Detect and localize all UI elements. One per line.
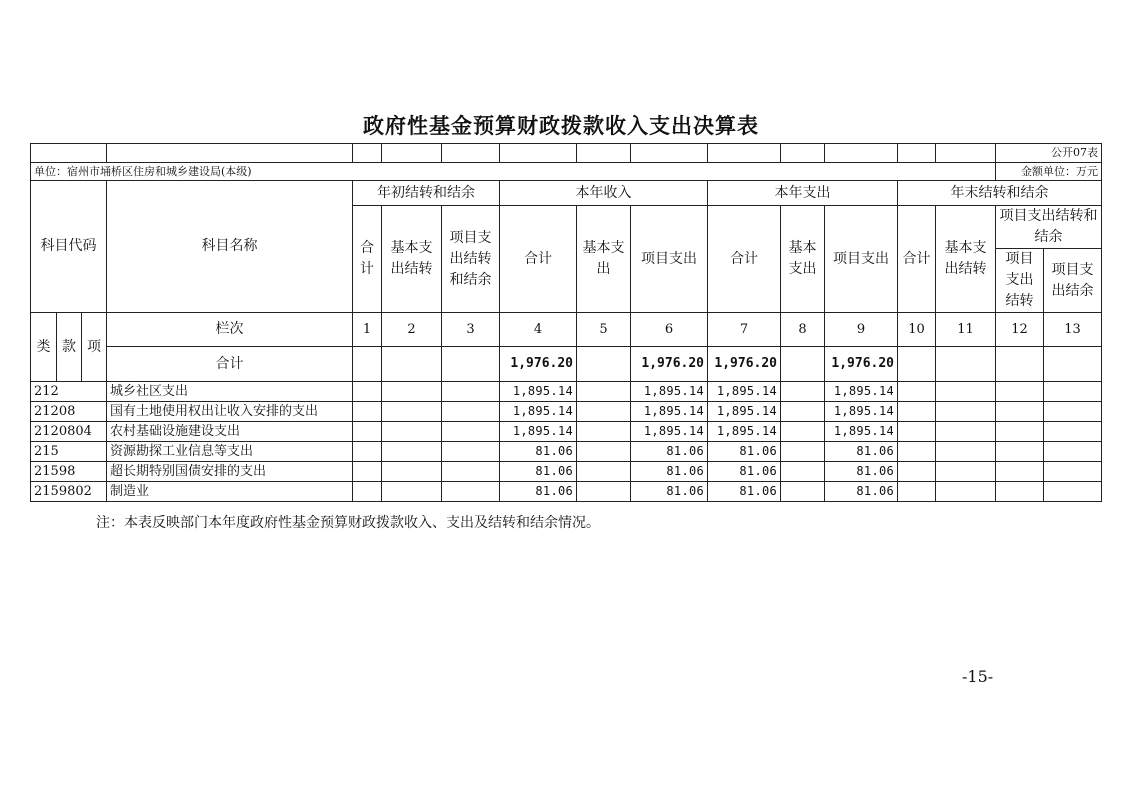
row-expense-project: 1,895.14 [825,402,898,422]
row-expense-project: 1,895.14 [825,422,898,442]
row-name: 超长期特别国债安排的支出 [107,462,353,482]
table-row [31,382,1102,402]
lanci-label: 栏次 [107,313,353,347]
row-name: 城乡社区支出 [107,382,353,402]
col-header-begin-project: 项目支出结转和结余 [442,206,500,313]
form-number: 公开07表 [996,144,1102,163]
total-label: 合计 [107,347,353,382]
col-header-end-project: 项目支出结转和结余 [996,206,1102,249]
row-name: 国有土地使用权出让收入安排的支出 [107,402,353,422]
col-header-end-total: 合计 [898,206,936,313]
col-header-name: 科目名称 [107,181,353,313]
kuan-label: 款 [57,313,82,382]
col-header-begin-total: 合计 [353,206,382,313]
xiang-label: 项 [82,313,107,382]
col-number: 12 [996,313,1044,347]
col-number: 5 [577,313,631,347]
row-name: 制造业 [107,482,353,502]
row-income-total: 81.06 [500,462,577,482]
col-header-begin-basic: 基本支出结转 [382,206,442,313]
col-header-income-basic: 基本支出 [577,206,631,313]
row-income-total: 1,895.14 [500,382,577,402]
row-code: 2159802 [31,482,107,502]
row-income-total: 81.06 [500,442,577,462]
row-name: 资源勘探工业信息等支出 [107,442,353,462]
total-expense-total: 1,976.20 [708,347,781,382]
col-number: 4 [500,313,577,347]
col-header-income-total: 合计 [500,206,577,313]
header-row-groups [31,181,1102,206]
column-number-row [31,313,1102,347]
page-title: 政府性基金预算财政拨款收入支出决算表 [363,114,759,138]
row-income-project: 81.06 [631,482,708,502]
total-row [31,347,1102,382]
budget-table [30,143,1102,502]
col-number: 2 [382,313,442,347]
row-expense-total: 1,895.14 [708,422,781,442]
row-income-project: 81.06 [631,462,708,482]
unit-label: 单位：宿州市埇桥区住房和城乡建设局(本级) [31,163,996,181]
col-header-expense-project: 项目支出 [825,206,898,313]
table-row [31,482,1102,502]
row-expense-total: 81.06 [708,482,781,502]
col-header-end-basic: 基本支出结转 [936,206,996,313]
row-name: 农村基础设施建设支出 [107,422,353,442]
col-number: 8 [781,313,825,347]
col-header-income-project: 项目支出 [631,206,708,313]
row-income-total: 81.06 [500,482,577,502]
row-income-total: 1,895.14 [500,402,577,422]
row-income-project: 81.06 [631,442,708,462]
col-header-end-project-carry: 项目支出结转 [996,249,1044,313]
row-expense-total: 1,895.14 [708,382,781,402]
table-row [31,422,1102,442]
row-code: 212 [31,382,107,402]
group-header-income: 本年收入 [500,181,708,206]
amount-unit-label: 金额单位：万元 [996,163,1102,181]
total-income-total: 1,976.20 [500,347,577,382]
row-income-total: 1,895.14 [500,422,577,442]
header-row-unit [31,163,1102,181]
row-expense-project: 81.06 [825,462,898,482]
row-code: 21598 [31,462,107,482]
col-header-expense-total: 合计 [708,206,781,313]
col-number: 9 [825,313,898,347]
row-expense-total: 81.06 [708,462,781,482]
col-number: 7 [708,313,781,347]
col-number: 10 [898,313,936,347]
row-expense-project: 81.06 [825,482,898,502]
col-number: 3 [442,313,500,347]
header-row-form-no [31,144,1102,163]
row-income-project: 1,895.14 [631,382,708,402]
row-code: 215 [31,442,107,462]
row-expense-total: 81.06 [708,442,781,462]
group-header-expense: 本年支出 [708,181,898,206]
row-expense-total: 1,895.14 [708,402,781,422]
total-income-project: 1,976.20 [631,347,708,382]
row-expense-project: 1,895.14 [825,382,898,402]
table-row [31,462,1102,482]
page-number: -15- [962,667,994,686]
row-income-project: 1,895.14 [631,422,708,442]
col-header-expense-basic: 基本支出 [781,206,825,313]
group-header-begin: 年初结转和结余 [353,181,500,206]
group-header-end: 年末结转和结余 [898,181,1102,206]
row-income-project: 1,895.14 [631,402,708,422]
row-code: 2120804 [31,422,107,442]
table-row [31,402,1102,422]
table-note: 注：本表反映部门本年度政府性基金预算财政拨款收入、支出及结转和结余情况。 [96,515,600,531]
col-number: 13 [1044,313,1102,347]
col-number: 11 [936,313,996,347]
col-number: 6 [631,313,708,347]
col-header-code: 科目代码 [31,181,107,313]
lei-label: 类 [31,313,57,382]
total-expense-project: 1,976.20 [825,347,898,382]
table-row [31,442,1102,462]
row-expense-project: 81.06 [825,442,898,462]
row-code: 21208 [31,402,107,422]
col-number: 1 [353,313,382,347]
col-header-end-project-surplus: 项目支出结余 [1044,249,1102,313]
